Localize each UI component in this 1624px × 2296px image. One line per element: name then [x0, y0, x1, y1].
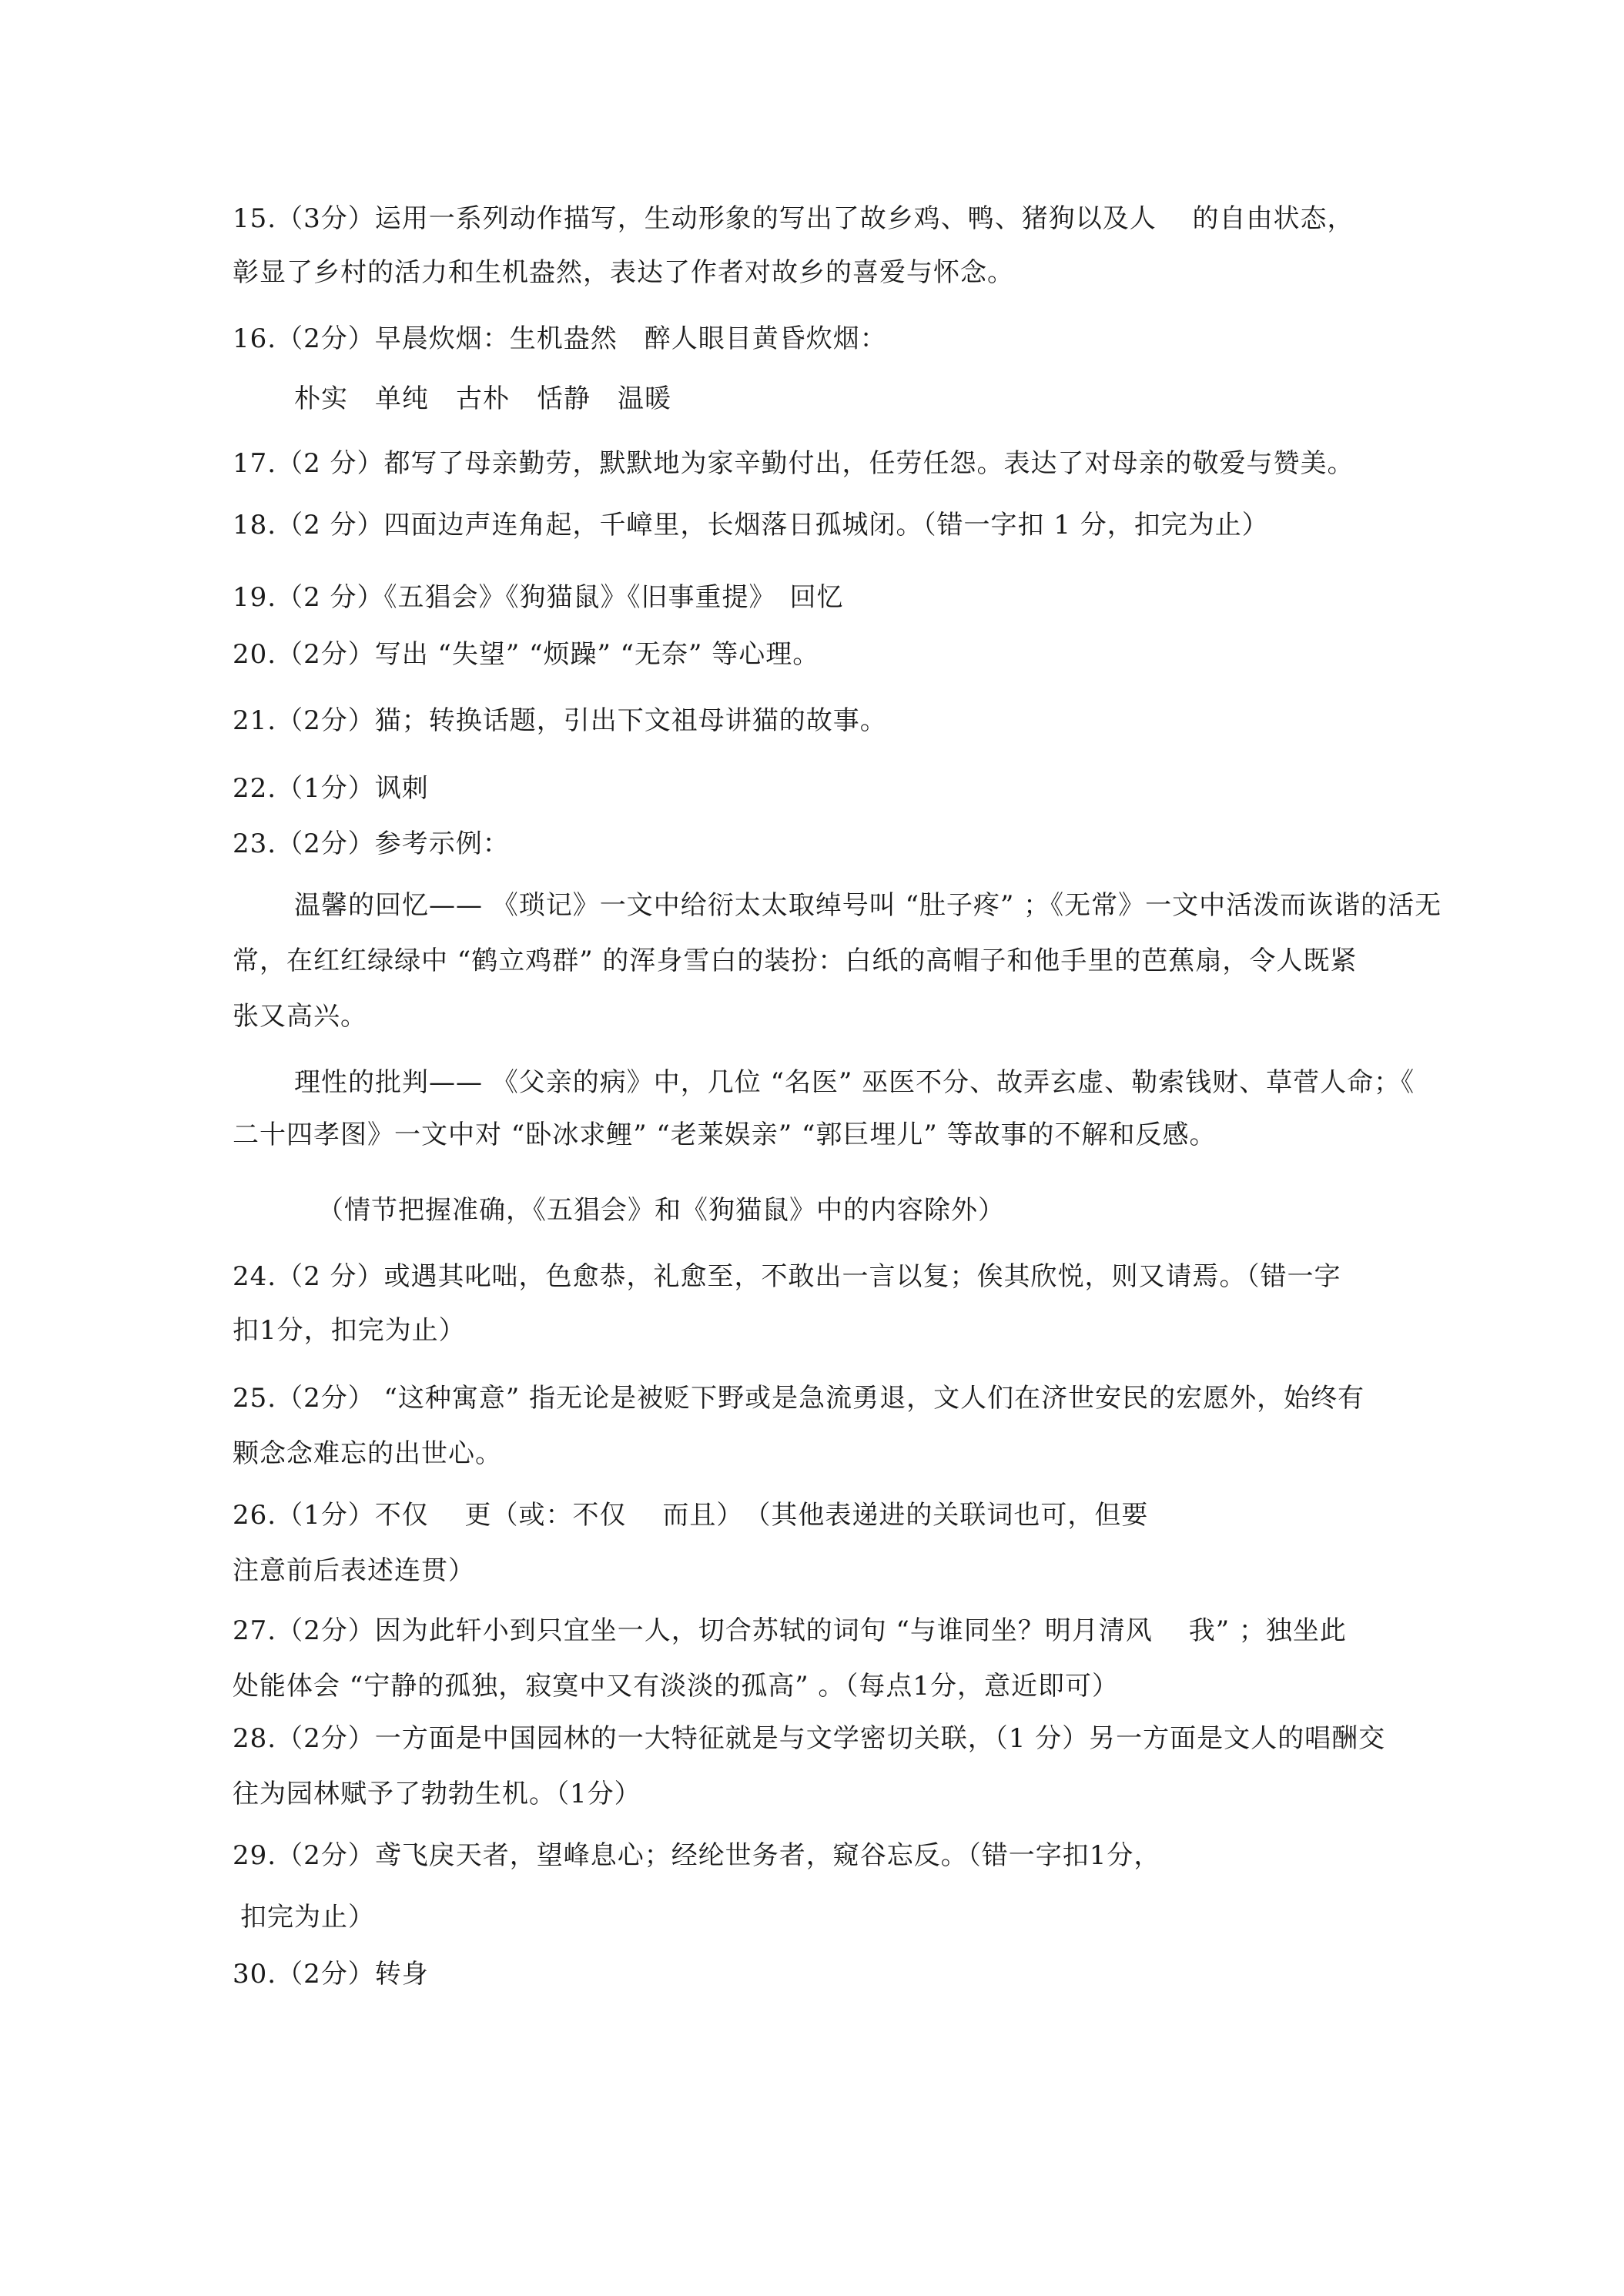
- answer-22: 22.（1分）讽刺: [233, 773, 429, 804]
- answer-29-line-1: 29.（2分）鸢飞戾天者，望峰息心；经纶世务者，窥谷忘反。（错一字扣1分，: [233, 1840, 1161, 1871]
- answer-26-line-1: 26.（1分）不仅 更（或：不仅 而且） （其他表递进的关联词也可，但要: [233, 1500, 1149, 1531]
- answer-30: 30.（2分）转身: [233, 1959, 429, 1990]
- answer-18: 18.（2 分）四面边声连角起，千嶂里，长烟落日孤城闭。（错一字扣 1 分，扣完为止）: [233, 510, 1269, 541]
- answer-28-line-1: 28.（2分）一方面是中国园林的一大特征就是与文学密切关联，（1 分）另一方面是文人的唱酬交: [233, 1723, 1386, 1754]
- answer-20: 20.（2分）写出 “失望” “烦躁” “无奈” 等心理。: [233, 639, 820, 670]
- answer-19: 19.（2 分）《五猖会》《狗猫鼠》《旧事重提》 回忆: [233, 582, 844, 613]
- answer-24-line-2: 扣1分，扣完为止）: [233, 1315, 466, 1346]
- answer-26-line-2: 注意前后表述连贯）: [233, 1555, 475, 1586]
- answer-15-line-1: 15.（3分）运用一系列动作描写，生动形象的写出了故乡鸡、鸭、猪狗以及人 的自由状态，: [233, 203, 1354, 234]
- answer-27-line-2: 处能体会 “宁静的孤独，寂寞中又有淡淡的孤高” 。（每点1分，意近即可）: [233, 1671, 1120, 1702]
- answer-29-line-2: 扣完为止）: [240, 1902, 375, 1933]
- answer-21: 21.（2分）猫；转换话题，引出下文祖母讲猫的故事。: [233, 705, 887, 736]
- answer-23-para1-line-3: 张又高兴。: [233, 1001, 367, 1032]
- answer-16-line-1: 16.（2分）早晨炊烟：生机盎然 醉人眼目黄昏炊烟：: [233, 323, 887, 354]
- answer-17: 17.（2 分）都写了母亲勤劳，默默地为家辛勤付出，任劳任怨。表达了对母亲的敬爱与赞美。: [233, 448, 1354, 479]
- answer-23-para1-line-1: 温馨的回忆—— 《琐记》一文中给衍太太取绰号叫 “肚子疼” ；《无常》一文中活泼而诙谐的活无: [294, 890, 1442, 921]
- answer-23-para1-line-2: 常，在红红绿绿中 “鹤立鸡群” 的浑身雪白的装扮：白纸的高帽子和他手里的芭蕉扇，令人既紧: [233, 946, 1358, 976]
- answer-23-para2-line-1: 理性的批判—— 《父亲的病》中，几位 “名医” 巫医不分、故弄玄虚、勒索钱财、草菅人命；《: [294, 1067, 1415, 1098]
- answer-23-note: （情节把握准确，《五猖会》和《狗猫鼠》中的内容除外）: [317, 1195, 1005, 1226]
- answer-15-line-2: 彰显了乡村的活力和生机盎然，表达了作者对故乡的喜爱与怀念。: [233, 257, 1014, 288]
- answer-16-line-2: 朴实 单纯 古朴 恬静 温暖: [294, 383, 671, 414]
- answer-25-line-2: 颗念念难忘的出世心。: [233, 1438, 502, 1469]
- answer-25-line-1: 25.（2分） “这种寓意” 指无论是被贬下野或是急流勇退，文人们在济世安民的宏愿外，始终有: [233, 1383, 1365, 1414]
- answer-24-line-1: 24.（2 分）或遇其叱咄，色愈恭，礼愈至，不敢出一言以复；俟其欣悦，则又请焉。（错一字: [233, 1261, 1341, 1292]
- answer-28-line-2: 往为园林赋予了勃勃生机。（1分）: [233, 1779, 641, 1809]
- answer-23-header: 23.（2分）参考示例：: [233, 828, 510, 859]
- answer-23-para2-line-2: 二十四孝图》一文中对 “卧冰求鲤” “老莱娱亲” “郭巨埋儿” 等故事的不解和反感。: [233, 1120, 1217, 1150]
- answer-27-line-1: 27.（2分）因为此轩小到只宜坐一人，切合苏轼的词句 “与谁同坐？明月清风 我” ；独坐此: [233, 1615, 1347, 1646]
